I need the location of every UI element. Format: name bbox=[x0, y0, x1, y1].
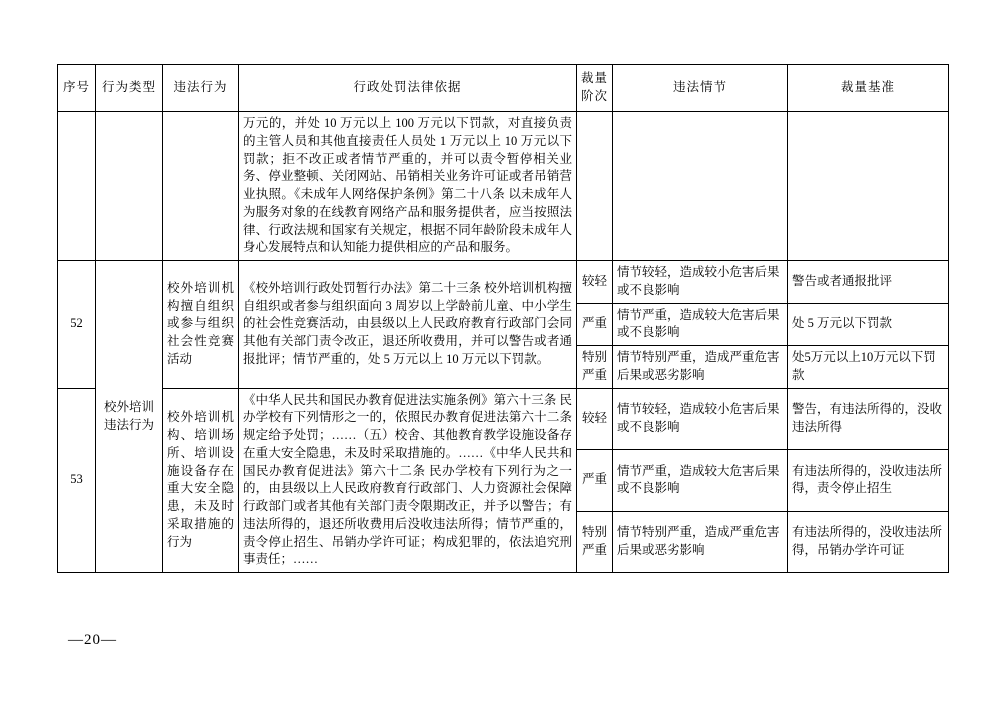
discretion-standard-continued bbox=[788, 112, 949, 261]
column-header-behavior-type: 行为类型 bbox=[96, 65, 163, 112]
case-circumstance: 情节严重，造成较大危害后果或不良影响 bbox=[613, 450, 788, 512]
row-number: 52 bbox=[58, 261, 96, 389]
illegal-act: 校外培训机构、培训场所、培训设施设备存在重大安全隐患，未及时采取措施的行为 bbox=[163, 388, 239, 573]
discretion-level: 严重 bbox=[577, 303, 613, 346]
column-header-discretion-level-line1: 裁量 bbox=[581, 71, 609, 86]
column-header-discretion-level bbox=[577, 65, 613, 112]
behavior-type: 校外培训违法行为 bbox=[96, 261, 163, 573]
illegal-act: 校外培训机构擅自组织或参与组织社会性竞赛活动 bbox=[163, 261, 239, 389]
table-row bbox=[58, 261, 949, 304]
discretion-level: 特别严重 bbox=[577, 511, 613, 573]
discretion-standard: 有违法所得的，没收违法所得，责令停止招生 bbox=[788, 450, 949, 512]
law-basis: 《校外培训行政处罚暂行办法》第二十三条 校外培训机构擅自组织或者参与组织面向 3 周岁以上学龄前儿童、中小学生的社会性竞赛活动，由县级以上人民政府教育行政部门会同其他有关部门责令改正，退还所收费用，并可以警告或者通报批评；情节严重的，处 5 万元以上 10 万元以下罚款。 bbox=[239, 261, 577, 389]
case-circumstance-continued bbox=[613, 112, 788, 261]
table-row bbox=[58, 112, 949, 261]
law-basis: 《中华人民共和国民办教育促进法实施条例》第六十三条 民办学校有下列情形之一的，依照民办教育促进法第六十二条规定给予处罚；……（五）校舍、其他教育教学设施设备存在重大安全隐患，未及时采取措施的。……《中华人民共和国民办教育促进法》第六十二条 民办学校有下列行为之一的，由县级以上人民政府教育行政部门、人力资源社会保障行政部门或者其他有关部门责令限期改正，并予以警告；有违法所得的，退还所收费用后没收违法所得；情节严重的，责令停止招生、吊销办学许可证；构成犯罪的，依法追究刑事责任；…… bbox=[239, 388, 577, 573]
row-number: 53 bbox=[58, 388, 96, 573]
discretion-standard: 处 5 万元以下罚款 bbox=[788, 303, 949, 346]
case-circumstance: 情节严重，造成较大危害后果或不良影响 bbox=[613, 303, 788, 346]
discretion-level: 较轻 bbox=[577, 388, 613, 450]
column-header-number: 序号 bbox=[58, 65, 96, 112]
discretion-standard: 有违法所得的，没收违法所得，吊销办学许可证 bbox=[788, 511, 949, 573]
column-header-case-circumstance: 违法情节 bbox=[613, 65, 788, 112]
behavior-type-continued bbox=[96, 112, 163, 261]
table-body bbox=[58, 112, 949, 573]
discretion-standard: 警告或者通报批评 bbox=[788, 261, 949, 304]
page-number: —20— bbox=[68, 632, 117, 648]
discretion-level: 严重 bbox=[577, 450, 613, 512]
column-header-discretion-level-line2: 阶次 bbox=[581, 89, 609, 103]
case-circumstance: 情节较轻，造成较小危害后果或不良影响 bbox=[613, 388, 788, 450]
illegal-act-continued bbox=[163, 112, 239, 261]
table-header-row bbox=[58, 65, 949, 112]
column-header-discretion-standard: 裁量基准 bbox=[788, 65, 949, 112]
table-header bbox=[58, 65, 949, 112]
case-circumstance: 情节较轻，造成较小危害后果或不良影响 bbox=[613, 261, 788, 304]
table-row bbox=[58, 388, 949, 450]
discretion-standard: 处5万元以上10万元以下罚款 bbox=[788, 346, 949, 389]
case-circumstance: 情节特别严重，造成严重危害后果或恶劣影响 bbox=[613, 346, 788, 389]
column-header-illegal-act: 违法行为 bbox=[163, 65, 239, 112]
law-basis-continued: 万元的，并处 10 万元以上 100 万元以下罚款，对直接负责的主管人员和其他直接责任人员处 1 万元以上 10 万元以下罚款；拒不改正或者情节严重的，并可以责令暂停相关业务、停业整顿、关闭网站、吊销相关业务许可证或者吊销营业执照。《未成年人网络保护条例》第二十八条 以未成年人为服务对象的在线教育网络产品和服务提供者，应当按照法律、行政法规和国家有关规定，根据不同年龄阶段未成年人身心发展特点和认知能力提供相应的产品和服务。 bbox=[239, 112, 577, 261]
discretion-level-continued bbox=[577, 112, 613, 261]
discretion-level: 特别严重 bbox=[577, 346, 613, 389]
row-number-continued bbox=[58, 112, 96, 261]
penalty-discretion-table bbox=[57, 64, 949, 573]
discretion-level: 较轻 bbox=[577, 261, 613, 304]
discretion-standard: 警告，有违法所得的，没收违法所得 bbox=[788, 388, 949, 450]
case-circumstance: 情节特别严重，造成严重危害后果或恶劣影响 bbox=[613, 511, 788, 573]
column-header-law-basis: 行政处罚法律依据 bbox=[239, 65, 577, 112]
